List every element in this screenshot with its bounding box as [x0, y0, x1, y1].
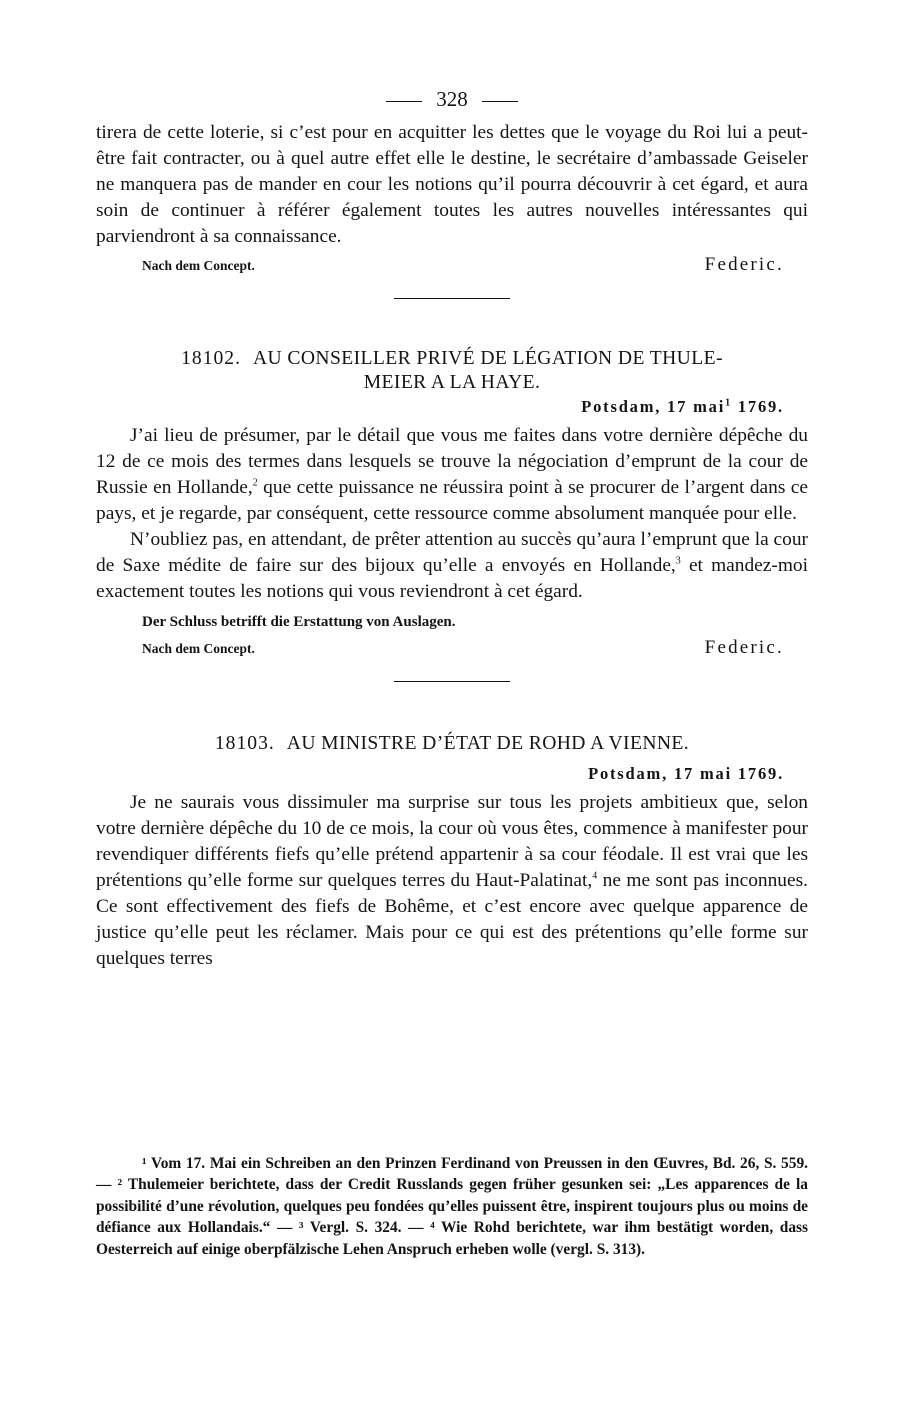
- source-note: Nach dem Concept.: [142, 641, 255, 656]
- paragraph-text: N’oubliez pas, en attendant, de prêter attention au succès qu’aura l’emprunt que la cour de Saxe médite de faire sur des bijoux qu’elle a envoyés en Hollande,: [96, 529, 808, 576]
- signature: Federic.: [704, 637, 784, 658]
- page-body: [96, 86, 808, 972]
- section-divider: [394, 681, 510, 682]
- page-header: [96, 86, 808, 120]
- signature: Federic.: [704, 254, 784, 275]
- paragraph-text: que cette puissance ne réussira point à se procurer de l’argent dans ce pays, et je regarde, par conséquent, cette ressource comme absolument manquée pour elle.: [96, 477, 808, 524]
- dateline-year: 1769.: [731, 397, 784, 416]
- letter-heading: [96, 732, 808, 756]
- letter-heading-line2: MEIER A LA HAYE.: [363, 372, 541, 393]
- header-dash-right: [482, 101, 518, 102]
- paragraph-text: et mandez-moi exactement toutes les notions qui vous reviendront à cet égard.: [96, 555, 809, 602]
- letter-paragraph: [96, 527, 808, 605]
- footnote-ref: 3: [675, 555, 681, 567]
- dateline: Potsdam, 17 mai 1769.: [588, 764, 784, 783]
- letter-footer: [96, 637, 808, 659]
- header-dash-left: [386, 101, 422, 102]
- paragraph-text: J’ai lieu de présumer, par le détail que vous me faites dans votre dernière dépêche du 12 de ce mois des termes dans lesquels se trouve la négociation d’emprunt de la cour de Russie en Hollande,: [96, 425, 808, 498]
- continuation-paragraph: tirera de cette loterie, si c’est pour en acquitter les dettes que le voyage du Roi lui a peut-être fait contracter, ou à quel autre effet elle le destine, le secrétaire d’ambassade Geiseler ne manquera pas de mander en cour les notions qu’il pourra découvrir à cet égard, et aura soin de continuer à référer également toutes les autres nouvelles intéressantes qui parviendront à sa connaissance.: [96, 122, 808, 247]
- source-note: Nach dem Concept.: [142, 258, 255, 273]
- paragraph-text: Je ne saurais vous dissimuler ma surprise sur tous les projets ambitieux que, selon votre dernière dépêche du 10 de ce mois, la cour où vous êtes, commence à manifester pour revendiquer différents fiefs qu’elle prétend appartenir à sa cour féodale. Il est vrai que les prétentions qu’elle forme sur quelques terres du Haut-Palatinat,: [96, 792, 808, 891]
- continuation-footer: [96, 254, 808, 276]
- footnotes-text: ¹ Vom 17. Mai ein Schreiben an den Prinzen Ferdinand von Preussen in den Œuvres, Bd. 26, S. 559. — ² Thulemeier berichtete, dass der Credit Russlands gegen früher gesunken sei: „Les apparences de la possibilité d’une révolution, quelques peu fondées qu’elles puissent être, inspirent toujours plus ou moins de défiance aux Hollandais.“ — ³ Vergl. S. 324. — ⁴ Wie Rohd berichtete, war ihm bestätigt worden, dass Oesterreich auf einige oberpfälzische Lehen Anspruch erheben wolle (vergl. S. 313).: [96, 1155, 808, 1258]
- letter-heading-title: AU MINISTRE D’ÉTAT DE ROHD A VIENNE.: [286, 733, 690, 754]
- closing-note: Der Schluss betrifft die Erstattung von Auslagen.: [142, 614, 456, 630]
- section-divider: [394, 298, 510, 299]
- letter-number: 18103.: [214, 733, 275, 754]
- letter-heading: [96, 347, 808, 371]
- letter-number: 18102.: [181, 348, 241, 369]
- page-number: 328: [436, 87, 468, 111]
- letter-paragraph: [96, 423, 808, 527]
- footnote-ref: 4: [592, 870, 598, 882]
- letter-heading-line1: AU CONSEILLER PRIVÉ DE LÉGATION DE THULE-: [252, 348, 723, 369]
- footnote-ref: 2: [252, 477, 258, 489]
- paragraph-text: ne me sont pas inconnues. Ce sont effectivement des fiefs de Bohême, et c’est encore avec quelque apparence de justice qu’elle peut les réclamer. Mais pour ce qui est des prétentions qu’elle forme sur quelques terres: [96, 870, 808, 969]
- footnotes: [96, 1153, 808, 1260]
- dateline: [96, 395, 808, 419]
- dateline-text: Potsdam, 17 mai: [581, 397, 726, 416]
- footnote-ref: 1: [725, 397, 732, 409]
- letter-paragraph: [96, 790, 808, 972]
